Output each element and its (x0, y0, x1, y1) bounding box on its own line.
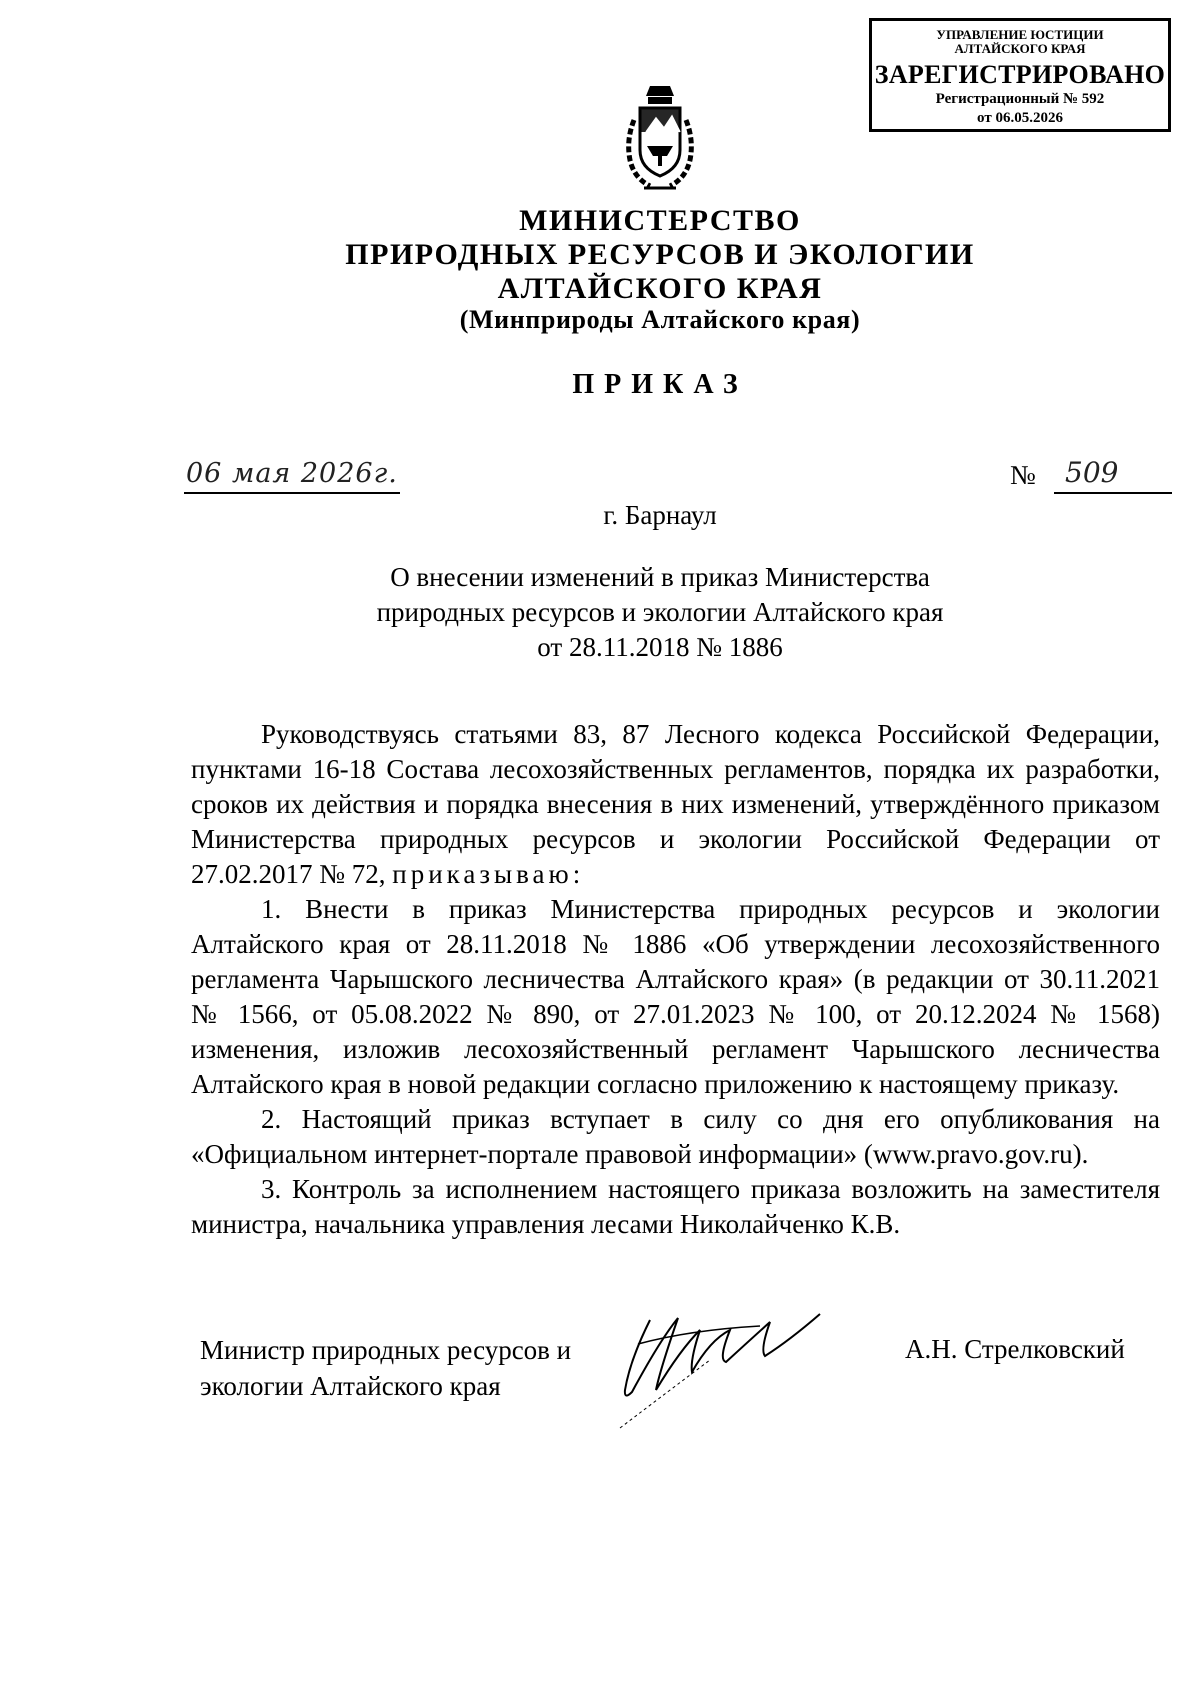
signer-position-line-2: экологии Алтайского края (200, 1371, 501, 1401)
order-number-handwritten: 509 (1065, 456, 1119, 489)
order-city: г. Барнаул (603, 500, 717, 530)
ministry-short-name: (Минприроды Алтайского края) (459, 305, 861, 334)
ministry-title-line-3: АЛТАЙСКОГО КРАЯ (497, 272, 823, 305)
registration-stamp (869, 18, 1171, 132)
signer-position (200, 1332, 571, 1404)
date-underline (184, 492, 400, 494)
stamp-status: ЗАРЕГИСТРИРОВАНО (874, 60, 1166, 89)
order-subject (0, 560, 1200, 665)
subject-line-2: природных ресурсов и экологии Алтайского края (376, 597, 944, 627)
signer-position-line-1: Министр природных ресурсов и (200, 1335, 572, 1365)
item-3-paragraph: 3. Контроль за исполнением настоящего приказа возложить на заместителя министра, начальника управления лесами Николайченко К.В. (191, 1174, 1160, 1239)
document-type: ПРИКАЗ (572, 369, 748, 400)
order-body (191, 717, 1160, 1242)
ministry-title-line-2: ПРИРОДНЫХ РЕСУРСОВ И ЭКОЛОГИИ (345, 238, 975, 271)
subject-line-1: О внесении изменений в приказ Министерства (390, 562, 930, 592)
order-number-label: № (1010, 460, 1036, 490)
number-underline (1054, 492, 1172, 494)
item-1-paragraph: 1. Внести в приказ Министерства природных ресурсов и экологии Алтайского края от 28.11.2018 № 1886 «Об утверждении лесохозяйственного регламента Чарышского лесничества Алтайского края» (в редакции от 30.11.2021 № 1566, от 05.08.2022 № 890, от 27.01.2023 № 100, от 20.12.2024 № 1568) изменения, изложив лесохозяйственный регламент Чарышского лесничества Алтайского края в новой редакции согласно приложению к настоящему приказу. (191, 894, 1160, 1099)
stamp-line-1: УПРАВЛЕНИЕ ЮСТИЦИИ (936, 27, 1104, 42)
stamp-line-2: АЛТАЙСКОГО КРАЯ (954, 41, 1086, 56)
stamp-reg-number: Регистрационный № 592 (935, 91, 1105, 107)
signer-name: А.Н. Стрелковский (905, 1334, 1125, 1364)
prikazyvayu-word: приказываю: (392, 859, 585, 889)
subject-line-3: от 28.11.2018 № 1886 (537, 632, 783, 662)
preamble-paragraph (191, 717, 1160, 892)
preamble-text: Руководствуясь статьями 83, 87 Лесного кодекса Российской Федерации, пунктами 16-18 Состава лесохозяйственных регламентов, порядка их разработки, сроков их действия и порядка внесения в них изменений, утверждённого приказом Министерства природных ресурсов и экологии Российской Федерации от 27.02.2017 № 72, (191, 719, 1160, 889)
item-2-paragraph: 2. Настоящий приказ вступает в силу со дня его опубликования на «Официальном интернет-портале правовой информации» (www.pravo.gov.ru). (191, 1104, 1160, 1169)
order-date-handwritten: 06 мая 2026г. (186, 458, 398, 489)
coat-of-arms-emblem (620, 80, 700, 210)
stamp-reg-date: от 06.05.2026 (977, 110, 1063, 126)
handwritten-signature (590, 1300, 860, 1430)
ministry-title-line-1: МИНИСТЕРСТВО (519, 204, 801, 237)
